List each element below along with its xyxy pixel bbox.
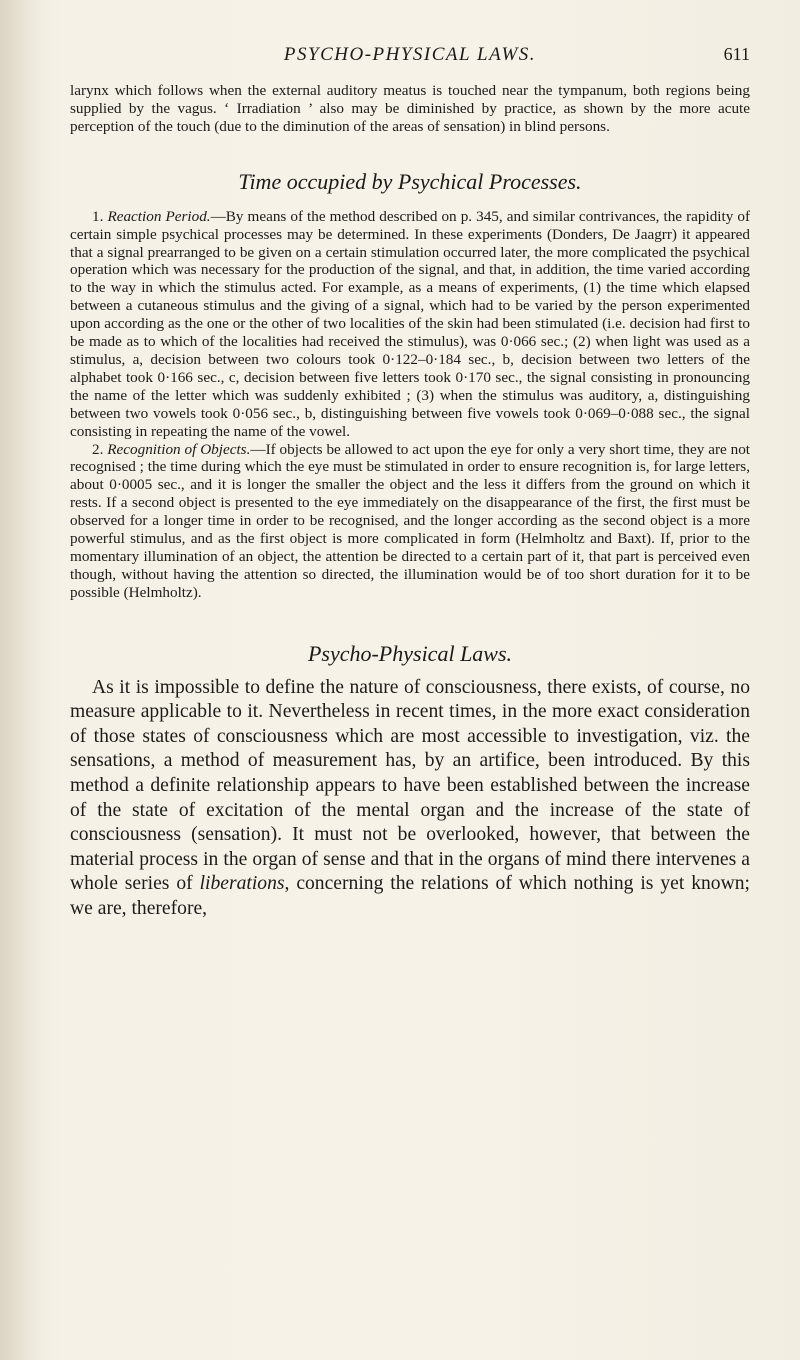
subheading-recognition: Recognition of Objects. <box>107 440 251 458</box>
page-content <box>70 82 750 922</box>
paragraph-text: —By means of the method described on p. 345, and similar contrivances, the rapidity of certain simple psychical processes may be determined. In these experiments (Donders, De Jaagrr) it appeared that a signal prearranged to be given on a certain stimulation occurred later, the more complicated the psychical operation which was necessary for the production of the signal, and that, in addition, the time varied according to the way in which the stimulus acted. For example, as a means of experiments, (1) the time which elapsed between a cutaneous stimulus and the giving of a signal, which had to be varied by the person experimented upon according as the one or the other of two localities of the skin had been stimulated (i.e. decision had first to be made as to which of the localities had received the stimulus), was 0·066 sec.; (2) when light was used as a stimulus, a, decision between two colours took 0·122–0·184 sec., b, decision between two letters of the alphabet took 0·166 sec., c, decision between five letters took 0·170 sec., the signal consisting in pronouncing the name of the letter which was suddenly exhibited ; (3) when the stimulus was auditory, a, distinguishing between two vowels took 0·056 sec., b, distinguishing between five vowels took 0·069–0·088 sec., the signal consisting in repeating the name of the vowel. <box>70 207 751 440</box>
running-title: PSYCHO-PHYSICAL LAWS. <box>283 44 537 65</box>
paragraph-text-end: , concerning the relations of which nothing is yet known; we are, therefore, <box>70 873 750 919</box>
intro-paragraph: larynx which follows when the external auditory meatus is touched near the tympanum, both regions being supplied by the vagus. ‘ Irradiation ’ also may be diminished by practice, as shown by the more acute perception of the touch (due to the diminution of the areas of sensation) in blind persons. <box>70 82 750 135</box>
page-number: 611 <box>723 44 750 64</box>
paragraph-reaction-period <box>70 208 750 441</box>
paragraph-text: —If objects be allowed to act upon the eye for only a very short time, they are not recognised ; the time during which the eye must be stimulated in order to ensure recognition is, for large letters, about 0·0005 sec., and it is longer the smaller the object and the less it differs from the ground on which it rests. If a second object is presented to the eye immediately on the disappearance of the first, the first must be observed for a longer time in order to be recognised, and the longer according as the second object is a more powerful stimulus, and as the first object is more complicated in form (Helmholtz and Baxt). If, prior to the momentary illumination of an object, the attention be directed to a certain part of it, that part is perceived even though, without having the attention so directed, the illumination would be of too short duration for it to be possible (Helmholtz). <box>70 440 751 601</box>
paragraph-number: 1. <box>92 207 104 225</box>
paragraph-recognition <box>70 441 750 602</box>
running-head <box>70 44 750 70</box>
paragraph-number: 2. <box>92 440 104 458</box>
emphasis-liberations: liberations <box>199 873 285 895</box>
paragraph-psycho-physical <box>70 676 750 922</box>
paragraph-text: As it is impossible to define the nature of consciousness, there exists, of course, no measure applicable to it. Nevertheless in recent times, in the more exact consideration of those states of consciousness which are most accessible to investigation, viz. the sensations, a method of measurement has, by an artifice, been introduced. By this method a definite relationship appears to have been established between the increase of the state of excitation of the mental organ and the increase of the state of consciousness (sensation). It must not be overlooked, however, that between the material process in the organ of sense and that in the organs of mind there intervenes a whole series of <box>70 676 750 895</box>
subheading-reaction-period: Reaction Period. <box>107 207 211 225</box>
section-heading-time: Time occupied by Psychical Processes. <box>238 168 582 194</box>
section-heading-laws: Psycho-Physical Laws. <box>307 640 513 666</box>
